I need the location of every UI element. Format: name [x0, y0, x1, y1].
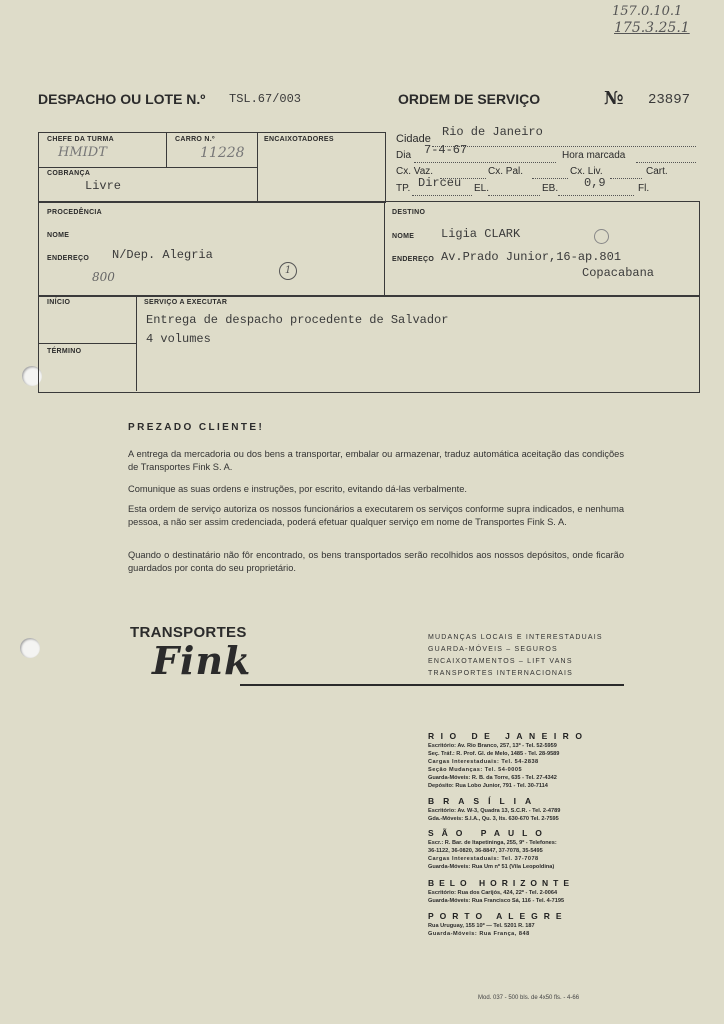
destino-endereco: Av.Prado Junior,16-ap.801: [441, 250, 622, 264]
service-line-3: ENCAIXOTAMENTOS – LIFT VANS: [428, 658, 573, 665]
procedencia-label: PROCEDÊNCIA: [47, 209, 103, 216]
destino-label: DESTINO: [392, 209, 426, 216]
form-footer: Mod. 037 - 500 bls. de 4x50 fls. - 4-66: [478, 995, 580, 1001]
procedencia-endereco: N/Dep. Alegria: [112, 248, 213, 262]
termino-label: TÉRMINO: [47, 348, 82, 355]
service-line-4: TRANSPORTES INTERNACIONAIS: [428, 670, 574, 677]
ordem-number: 23897: [648, 92, 691, 108]
office-city-porto-alegre: PORTO ALEGRE: [428, 911, 568, 921]
carro-value: 11228: [200, 145, 245, 161]
dia-label: Dia: [396, 150, 412, 161]
office-line: Guarda-Móveis: Rua Um nº 51 (Vila Leopoldina): [428, 864, 555, 870]
procedencia-endereco-label: ENDEREÇO: [47, 255, 90, 262]
punch-hole: [20, 638, 40, 658]
office-line: 36-1122, 36-0820, 36-8847, 37-7078, 35-5495: [428, 848, 543, 854]
tp-value: Dirceu: [418, 176, 462, 190]
destino-endereco-label: ENDEREÇO: [392, 256, 435, 263]
cidade-value: Rio de Janeiro: [442, 125, 543, 139]
destino-nome: Ligia CLARK: [441, 227, 521, 241]
office-line: Seção Mudanças: Tel. 54-0005: [428, 767, 523, 773]
ordem-label: ORDEM DE SERVIÇO: [398, 91, 541, 107]
chefe-turma-value: HMIDT: [58, 145, 107, 160]
lote-value: TSL.67/003: [229, 92, 302, 106]
hora-label: Hora marcada: [562, 150, 626, 161]
carro-label: CARRO N.º: [175, 136, 215, 143]
cart-label: Cart.: [646, 166, 668, 177]
logo-rule: [240, 684, 624, 686]
notice-paragraph-1: A entrega da mercadoria ou dos bens a transportar, embalar ou armazenar, traduz automática aceitação das condições de Transportes Fink S. A.: [128, 449, 624, 472]
cxliv-label: Cx. Liv.: [570, 166, 603, 177]
office-city-belo-horizonte: BELO HORIZONTE: [428, 878, 575, 888]
office-line: Guarda-Móveis: Rua França, 848: [428, 931, 530, 937]
archive-ref-2: 175.3.25.1: [614, 20, 690, 36]
archive-ref-1: 157.0.10.1: [612, 4, 683, 19]
servico-label: SERVIÇO A EXECUTAR: [144, 299, 228, 306]
procedencia-note: 800: [92, 270, 115, 284]
office-line: Guarda-Móveis: R. B. da Torre, 635 - Tel. 27-4342: [428, 775, 557, 781]
cobranca-value: Livre: [85, 179, 122, 193]
company-logo: Fink: [152, 638, 252, 683]
encaixotadores-label: ENCAIXOTADORES: [264, 136, 334, 143]
notice-title: PREZADO CLIENTE!: [128, 422, 265, 433]
tp-label: TP.: [396, 183, 411, 194]
cidade-label: Cidade: [396, 133, 431, 145]
company-name: TRANSPORTES: [130, 624, 247, 641]
notice-paragraph-3: Esta ordem de serviço autoriza os nossos funcionários a executarem os serviços conforme supra indicados, e nenhuma pessoa, a não ser assim credenciada, poderá efetuar qualquer serviço em nome de Transportes Fink S. A.: [128, 504, 624, 527]
numero-symbol: №: [604, 88, 624, 109]
office-line: Escritório: Av. Rio Branco, 257, 13º - Tel. 52-5959: [428, 743, 557, 749]
service-box: [38, 295, 700, 393]
service-line-2: GUARDA-MÓVEIS – SEGUROS: [428, 646, 558, 653]
eb-value: 0,9: [584, 176, 606, 190]
office-line: Cargas Interestaduais: Tel. 54-2838: [428, 759, 539, 765]
lote-label: DESPACHO OU LOTE N.º: [38, 91, 206, 107]
office-line: Cargas Interestaduais: Tel. 37-7078: [428, 856, 539, 862]
chefe-turma-label: CHEFE DA TURMA: [47, 136, 114, 143]
office-line: Gda.-Móveis: S.I.A., Qu. 3, lts. 630-670 Tel. 2-7595: [428, 816, 559, 822]
stamp-mark: [594, 229, 609, 244]
office-line: Escritório: Av. W-3, Quadra 13, S.C.R. - Tel. 2-4789: [428, 808, 561, 814]
inicio-label: INÍCIO: [47, 299, 71, 306]
notice-paragraph-4: Quando o destinatário não fôr encontrado, os bens transportados serão recolhidos aos nossos depósitos, onde ficarão guardados por conta do seu proprietário.: [128, 550, 624, 573]
cobranca-label: COBRANÇA: [47, 170, 91, 177]
servico-line1: Entrega de despacho procedente de Salvador: [146, 313, 449, 327]
office-city-sao-paulo: SÃO PAULO: [428, 828, 550, 838]
service-line-1: MUDANÇAS LOCAIS E INTERESTADUAIS: [428, 634, 603, 641]
fl-label: Fl.: [638, 183, 650, 194]
office-line: Depósito: Rua Lobo Junior, 791 - Tel. 30-7114: [428, 783, 548, 789]
servico-line2: 4 volumes: [146, 332, 211, 346]
el-label: EL.: [474, 183, 490, 194]
destino-nome-label: NOME: [392, 233, 415, 240]
cxpal-label: Cx. Pal.: [488, 166, 524, 177]
procedencia-nome-label: NOME: [47, 232, 70, 239]
office-city-brasilia: BRASÍLIA: [428, 796, 541, 806]
office-city-rio: RIO DE JANEIRO: [428, 731, 589, 741]
cxvaz-label: Cx. Vaz.: [396, 166, 434, 177]
notice-paragraph-2: Comunique as suas ordens e instruções, por escrito, evitando dá-las verbalmente.: [128, 484, 468, 494]
office-line: Guarda-Móveis: Rua Francisco Sá, 116 - Tel. 4-7195: [428, 898, 565, 904]
procedencia-circle: 1: [279, 262, 297, 280]
dia-value: 7-4-67: [424, 143, 468, 157]
eb-label: EB.: [542, 183, 559, 194]
destino-bairro: Copacabana: [582, 266, 655, 280]
office-line: Rua Uruguay, 155 10º — Tel. 5201 R. 187: [428, 923, 535, 929]
office-line: Escritório: Rua dos Carijós, 424, 22º - Tel. 2-0064: [428, 890, 558, 896]
office-line: Escr.: R. Bar. de Itapetininga, 255, 9º - Telefones:: [428, 840, 557, 846]
office-line: Seç. Tráf.: R. Prof. Gl. de Melo, 1485 - Tel. 28-9589: [428, 751, 560, 757]
